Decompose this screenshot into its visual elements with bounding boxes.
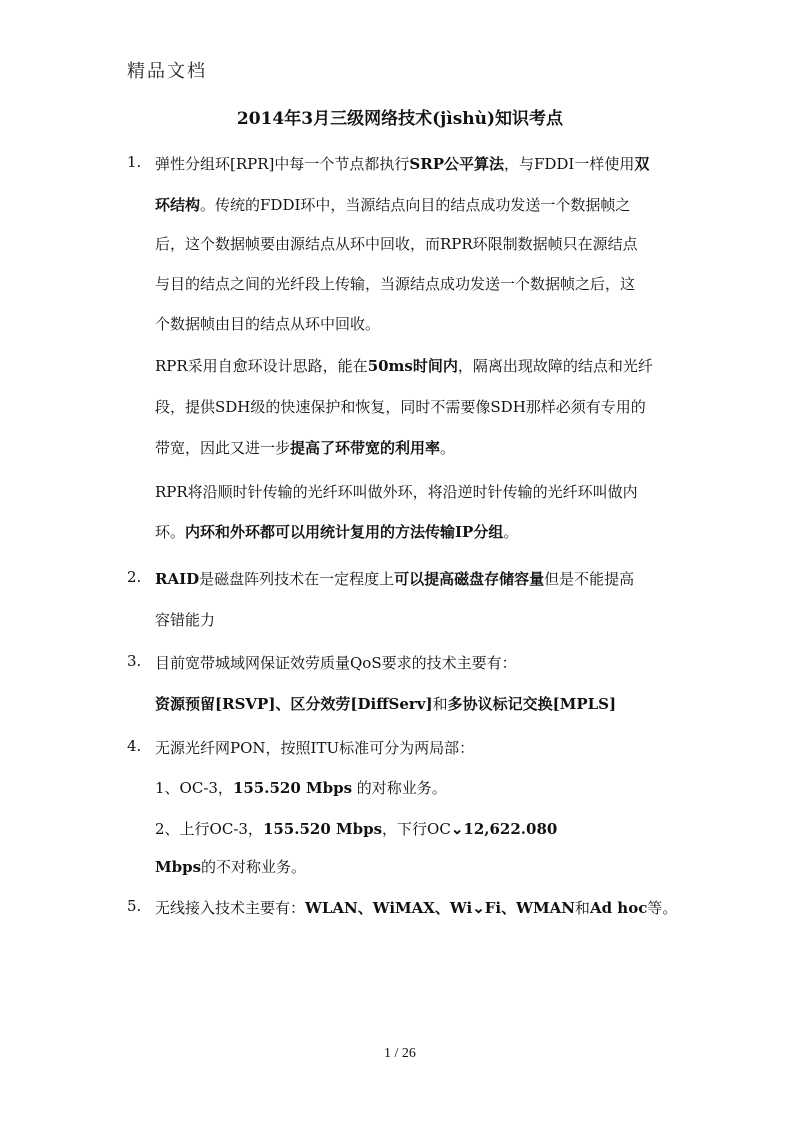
bold-text: Ad hoc [589, 899, 648, 917]
text-line [155, 233, 638, 254]
text-line [155, 737, 474, 758]
text-segment: 但是不能提高 [544, 570, 635, 588]
list-item-number: 1. [127, 153, 142, 171]
bold-text: 提高了环带宽的利用率 [290, 439, 441, 457]
text-segment: 弹性分组环[RPR]中每一个节点都执行 [155, 155, 410, 173]
text-segment: 无线接入技术主要有： [155, 899, 306, 917]
text-segment: 带宽，因此又进一步 [155, 439, 291, 457]
text-line [155, 396, 646, 417]
text-segment: ，隔离出现故障的结点和光纤 [457, 357, 653, 375]
text-segment: 容错能力 [155, 611, 216, 629]
bold-text: Mbps [155, 858, 202, 876]
text-line [155, 437, 455, 458]
bold-text: SRP公平算法 [409, 155, 504, 173]
text-segment: ，与FDDI一样使用 [503, 155, 635, 173]
list-item-number: 2. [127, 568, 142, 586]
document-header: 精品文档 [127, 61, 207, 82]
text-segment: 目前宽带城域网保证效劳质量QoS要求的技术主要有： [155, 654, 517, 672]
text-segment: 和 [432, 695, 448, 713]
text-segment: 2、上行OC-3， [155, 820, 263, 838]
text-segment: 环。 [155, 523, 186, 541]
text-line [155, 273, 635, 294]
text-segment: ，下行OC [382, 820, 451, 838]
text-line [155, 777, 447, 798]
text-segment: RPR采用自愈环设计思路，能在 [155, 357, 368, 375]
bold-text: 环结构 [155, 196, 201, 214]
text-line [155, 568, 634, 589]
text-line [155, 313, 380, 334]
text-line [155, 856, 306, 877]
list-item-number: 3. [127, 652, 142, 670]
bold-text: 155.520 Mbps [232, 779, 353, 797]
text-segment: 。 [440, 439, 456, 457]
text-segment: 无源光纤网PON，按照ITU标准可分为两局部： [155, 739, 475, 757]
text-line [155, 818, 557, 839]
text-segment: 1、OC-3， [155, 779, 233, 797]
text-segment: 和 [574, 899, 590, 917]
text-line [155, 481, 638, 502]
bold-text: 50ms时间内 [367, 357, 458, 375]
text-segment: 的对称业务。 [352, 779, 447, 797]
bold-text: 资源预留[RSVP]、区分效劳[DiffServ] [155, 695, 433, 713]
bold-text: 多协议标记交换[MPLS] [447, 695, 617, 713]
bold-text: ⌄12,622.080 [450, 820, 558, 838]
text-line [155, 897, 677, 918]
page-number: 1 / 26 [384, 1046, 416, 1061]
bold-text: 可以提高磁盘存储容量 [394, 570, 545, 588]
text-segment: 个数据帧由目的结点从环中回收。 [155, 315, 381, 333]
bold-text: 内环和外环都可以用统计复用的方法传输IP分组 [185, 523, 504, 541]
text-segment: 。 [503, 523, 519, 541]
text-line [155, 355, 653, 376]
bold-text: WLAN、WiMAX、Wi⌄Fi、WMAN [305, 899, 575, 917]
text-line [155, 521, 518, 542]
text-segment: 等。 [647, 899, 678, 917]
bold-text: 双 [634, 155, 650, 173]
text-segment: 的不对称业务。 [201, 858, 307, 876]
list-item-number: 5. [127, 897, 142, 915]
bold-text: RAID [155, 570, 200, 588]
page-title: 2014年3月三级网络技术(jìshù)知识考点 [236, 109, 564, 129]
text-line [155, 609, 215, 630]
bold-text: 155.520 Mbps [262, 820, 383, 838]
text-line [155, 153, 649, 174]
text-line [155, 194, 630, 215]
text-segment: 。传统的FDDI环中，当源结点向目的结点成功发送一个数据帧之 [200, 196, 631, 214]
text-segment: 与目的结点之间的光纤段上传输，当源结点成功发送一个数据帧之后，这 [155, 275, 636, 293]
text-line [155, 652, 517, 673]
text-segment: RPR将沿顺时针传输的光纤环叫做外环，将沿逆时针传输的光纤环叫做内 [155, 483, 638, 501]
text-segment: 段，提供SDH级的快速保护和恢复，同时不需要像SDH那样必须有专用的 [155, 398, 646, 416]
text-segment: 是磁盘阵列技术在一定程度上 [199, 570, 395, 588]
list-item-number: 4. [127, 737, 142, 755]
text-segment: 后，这个数据帧要由源结点从环中回收，而RPR环限制数据帧只在源结点 [155, 235, 638, 253]
text-line [155, 693, 616, 714]
